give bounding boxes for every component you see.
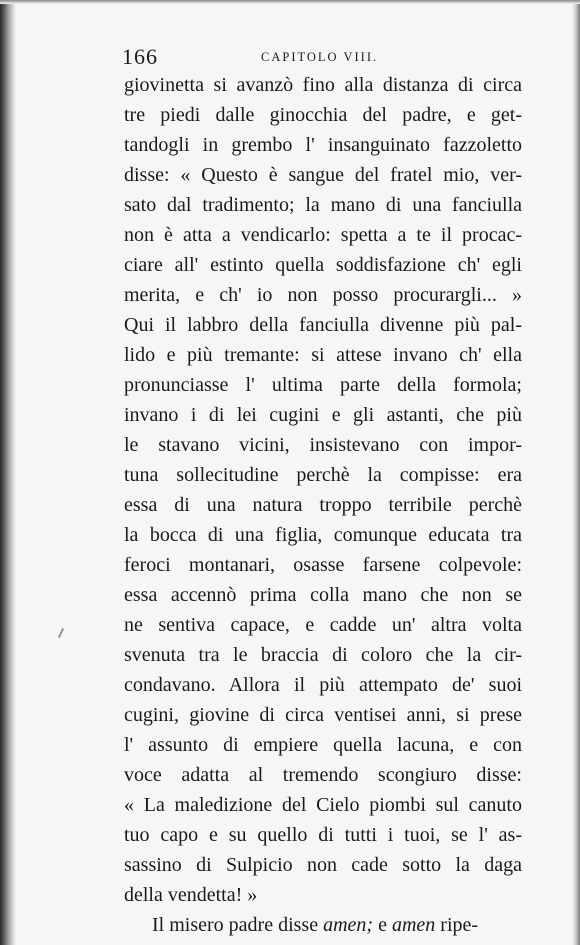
text-line: voce adatta al tremendo scongiuro disse: bbox=[124, 764, 522, 786]
text-span: Il misero padre disse bbox=[152, 914, 324, 936]
text-line: tandogli in grembo l' insanguinato fazzoletto bbox=[124, 134, 522, 156]
text-line: sassino di Sulpicio non cade sotto la daga bbox=[124, 854, 522, 876]
text-line: merita, e ch' io non posso procurargli... » bbox=[124, 284, 522, 306]
margin-mark bbox=[58, 628, 64, 638]
text-line: feroci montanari, osasse farsene colpevole: bbox=[124, 554, 522, 576]
italic-word: amen; bbox=[323, 914, 374, 936]
text-line: ciare all' estinto quella soddisfazione ch' egli bbox=[124, 254, 522, 276]
text-line: giovinetta si avanzò fino alla distanza di circa bbox=[124, 74, 522, 96]
page-header bbox=[122, 44, 522, 68]
text-line: sato dal tradimento; la mano di una fanciulla bbox=[124, 194, 522, 216]
paragraph-start-line bbox=[124, 910, 522, 940]
text-line: la bocca di una figlia, comunque educata tra bbox=[124, 524, 522, 546]
text-line: non è atta a vendicarlo: spetta a te il procac- bbox=[124, 224, 522, 246]
text-line: Qui il labbro della fanciulla divenne più pal- bbox=[124, 314, 522, 336]
text-span: ripe- bbox=[435, 914, 479, 936]
text-line: essa accennò prima colla mano che non se bbox=[124, 584, 522, 606]
page-left-edge bbox=[0, 0, 16, 945]
text-line: lido e più tremante: si attese invano ch' ella bbox=[124, 344, 522, 366]
italic-word: amen bbox=[391, 914, 436, 936]
text-line: ne sentiva capace, e cadde un' altra volta bbox=[124, 614, 522, 636]
text-line: disse: « Questo è sangue del fratel mio, ver- bbox=[124, 164, 522, 186]
text-line: svenuta tra le braccia di coloro che la cir- bbox=[124, 644, 522, 666]
text-line: della vendetta! » bbox=[124, 884, 258, 906]
text-line: cugini, giovine di circa ventisei anni, si prese bbox=[124, 704, 522, 726]
body-text bbox=[124, 70, 522, 940]
text-line: essa di una natura troppo terribile perchè bbox=[124, 494, 522, 516]
text-line: condavano. Allora il più attempato de' suoi bbox=[124, 674, 522, 696]
text-line: « La maledizione del Cielo piombi sul canuto bbox=[124, 794, 522, 816]
text-line: tuo capo e su quello di tutti i tuoi, se l' as- bbox=[124, 824, 522, 846]
text-line: tre piedi dalle ginocchia del padre, e get- bbox=[124, 104, 522, 126]
text-span: e bbox=[373, 914, 392, 936]
page-right-edge bbox=[572, 0, 580, 945]
page-top-edge bbox=[0, 0, 580, 4]
text-line: pronunciasse l' ultima parte della formola; bbox=[124, 374, 522, 396]
text-line: invano i di lei cugini e gli astanti, che più bbox=[124, 404, 522, 426]
text-line: tuna sollecitudine perchè la compisse: era bbox=[124, 464, 522, 486]
running-head: CAPITOLO VIII. bbox=[261, 50, 379, 64]
text-line: l' assunto di empiere quella lacuna, e con bbox=[124, 734, 522, 756]
text-line: le stavano vicini, insistevano con impor- bbox=[124, 434, 522, 456]
page-number: 166 bbox=[122, 44, 158, 69]
